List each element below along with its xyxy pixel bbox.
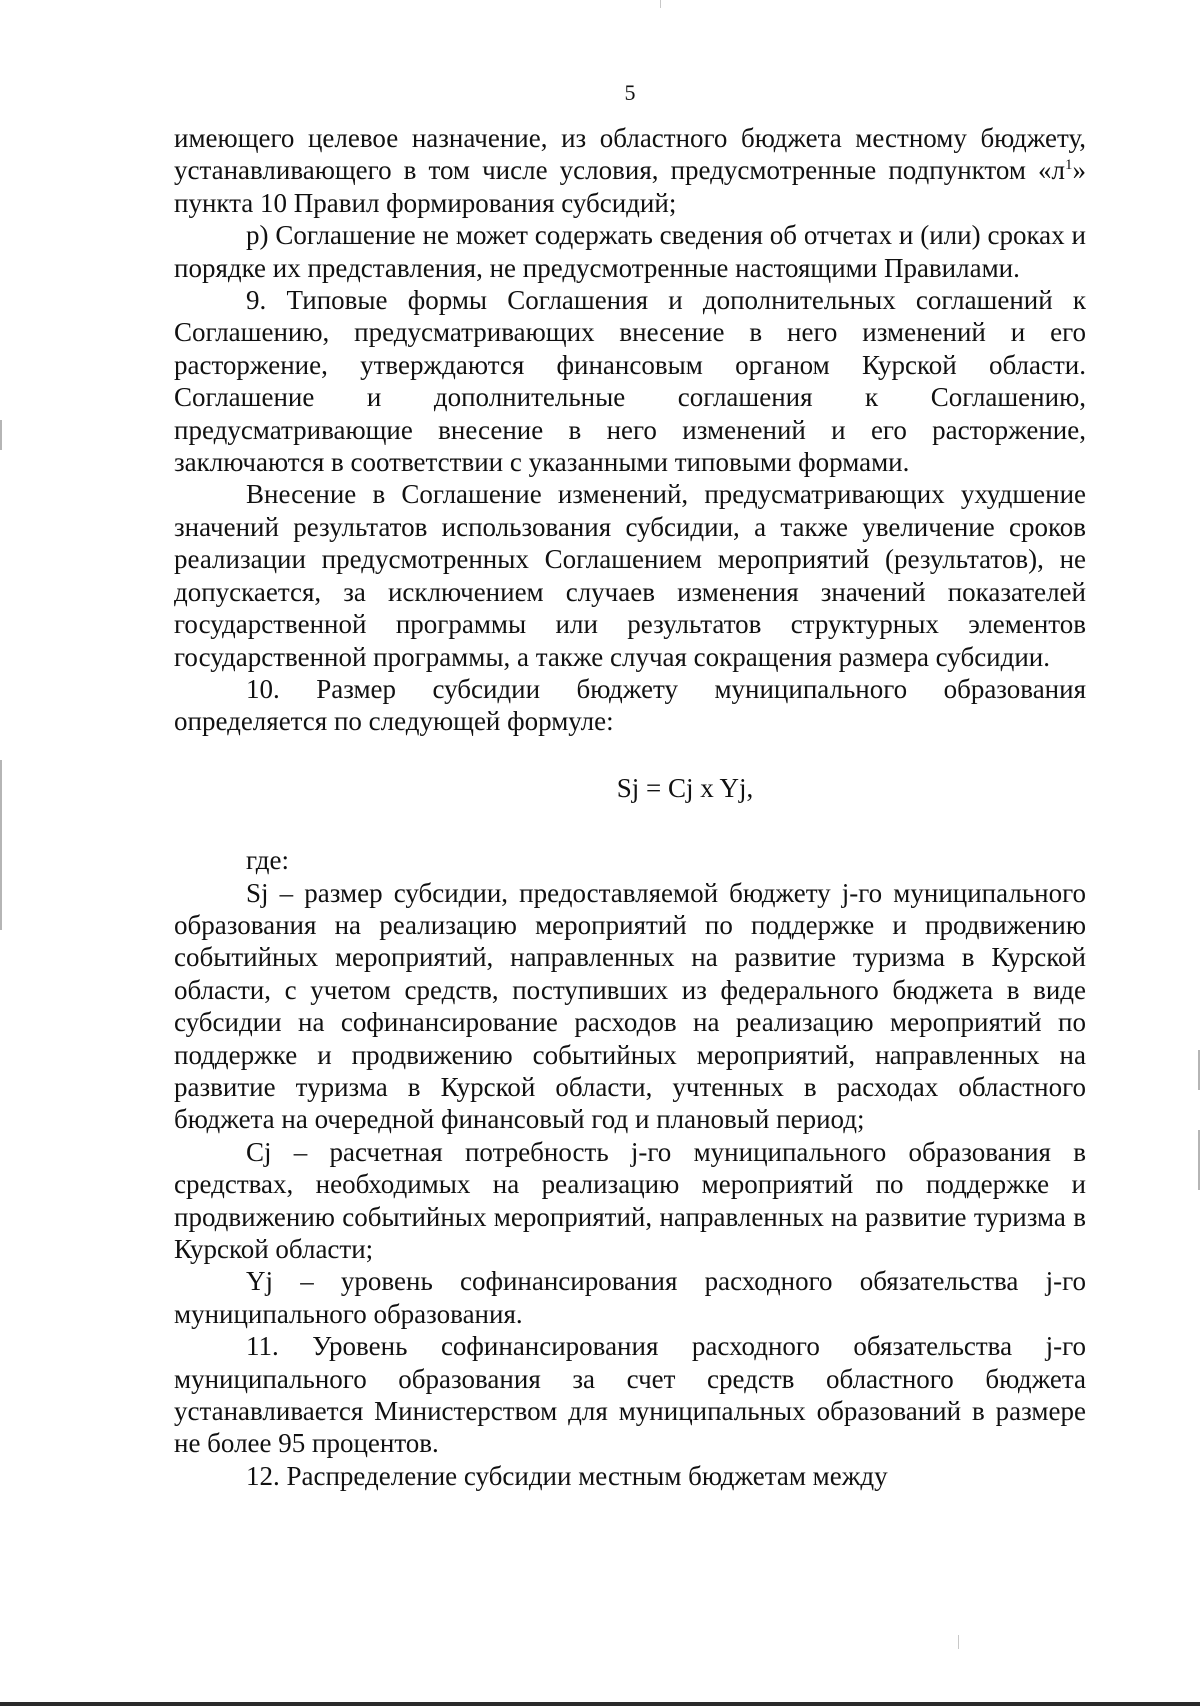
formula: Sj = Cj x Yj, xyxy=(616,772,754,803)
paragraph-text-end: » пункта 10 Правил формирования субсидий; xyxy=(174,155,1086,218)
paragraph-continuation xyxy=(174,122,1086,219)
paragraph-r: р) Соглашение не может содержать сведения об отчетах и (или) сроках и порядке их представления, не предусмотренные настоящими Правилами. xyxy=(174,220,1086,283)
paragraph-amendments: Внесение в Соглашение изменений, предусматривающих ухудшение значений результатов использования субсидии, а также увеличение сроков реализации предусмотренных Соглашением мероприятий (результатов), не допускается, за исключением случаев изменения значений показателей государственной программы или результатов структурных элементов государственной программы, а также случая сокращения размера субсидии. xyxy=(174,479,1086,672)
paragraph-10: 10. Размер субсидии бюджету муниципального образования определяется по следующей формуле: xyxy=(174,673,1086,737)
superscript: 1 xyxy=(1065,157,1073,174)
scan-bottom-edge xyxy=(0,1702,1200,1706)
definition-sj: Sj – размер субсидии, предоставляемой бюджету j-го муниципального образования на реализацию мероприятий по поддержке и продвижению событийных мероприятий, направленных на развитие туризма в Курской области, с учетом средств, поступивших из федерального бюджета в виде субсидии на софинансирование расходов на реализацию мероприятий по поддержке и продвижению событийных мероприятий, направленных на развитие туризма в Курской области, учтенных в расходах областного бюджета на очередной финансовый год и плановый период; xyxy=(174,877,1086,1135)
paragraph-11: 11. Уровень софинансирования расходного обязательства j-го муниципального образования за счет средств областного бюджета устанавливается Министерством для муниципальных образований в размере не более 95 процентов. xyxy=(174,1331,1086,1459)
document-body xyxy=(174,122,1086,1492)
scan-speck xyxy=(958,1635,959,1649)
scan-edge-left xyxy=(0,420,2,450)
definition-cj: Cj – расчетная потребность j-го муниципального образования в средствах, необходимых на реализацию мероприятий по поддержке и продвижению событийных мероприятий, направленных на развитие туризма в Курской области; xyxy=(174,1136,1086,1264)
scan-speck xyxy=(660,0,661,8)
page-number: 5 xyxy=(624,80,636,105)
paragraph-9: 9. Типовые формы Соглашения и дополнительных соглашений к Соглашению, предусматривающих внесение в него изменений и его расторжение, утверждаются финансовым органом Курской области. Соглашение и дополнительные соглашения к Соглашению, предусматривающие внесение в него изменений и его расторжение, заключаются в соответствии с указанными типовыми формами. xyxy=(174,285,1086,478)
where-label: где: xyxy=(246,845,289,876)
scan-edge-left xyxy=(0,760,2,930)
paragraph-text: имеющего целевое назначение, из областного бюджета местному бюджету, устанавливающего в том числе условия, предусмотренные подпунктом «л xyxy=(174,123,1086,186)
definition-yj: Yj – уровень софинансирования расходного обязательства j-го муниципального образования. xyxy=(174,1266,1086,1329)
paragraph-12: 12. Распределение субсидии местным бюджетам между xyxy=(246,1460,888,1491)
